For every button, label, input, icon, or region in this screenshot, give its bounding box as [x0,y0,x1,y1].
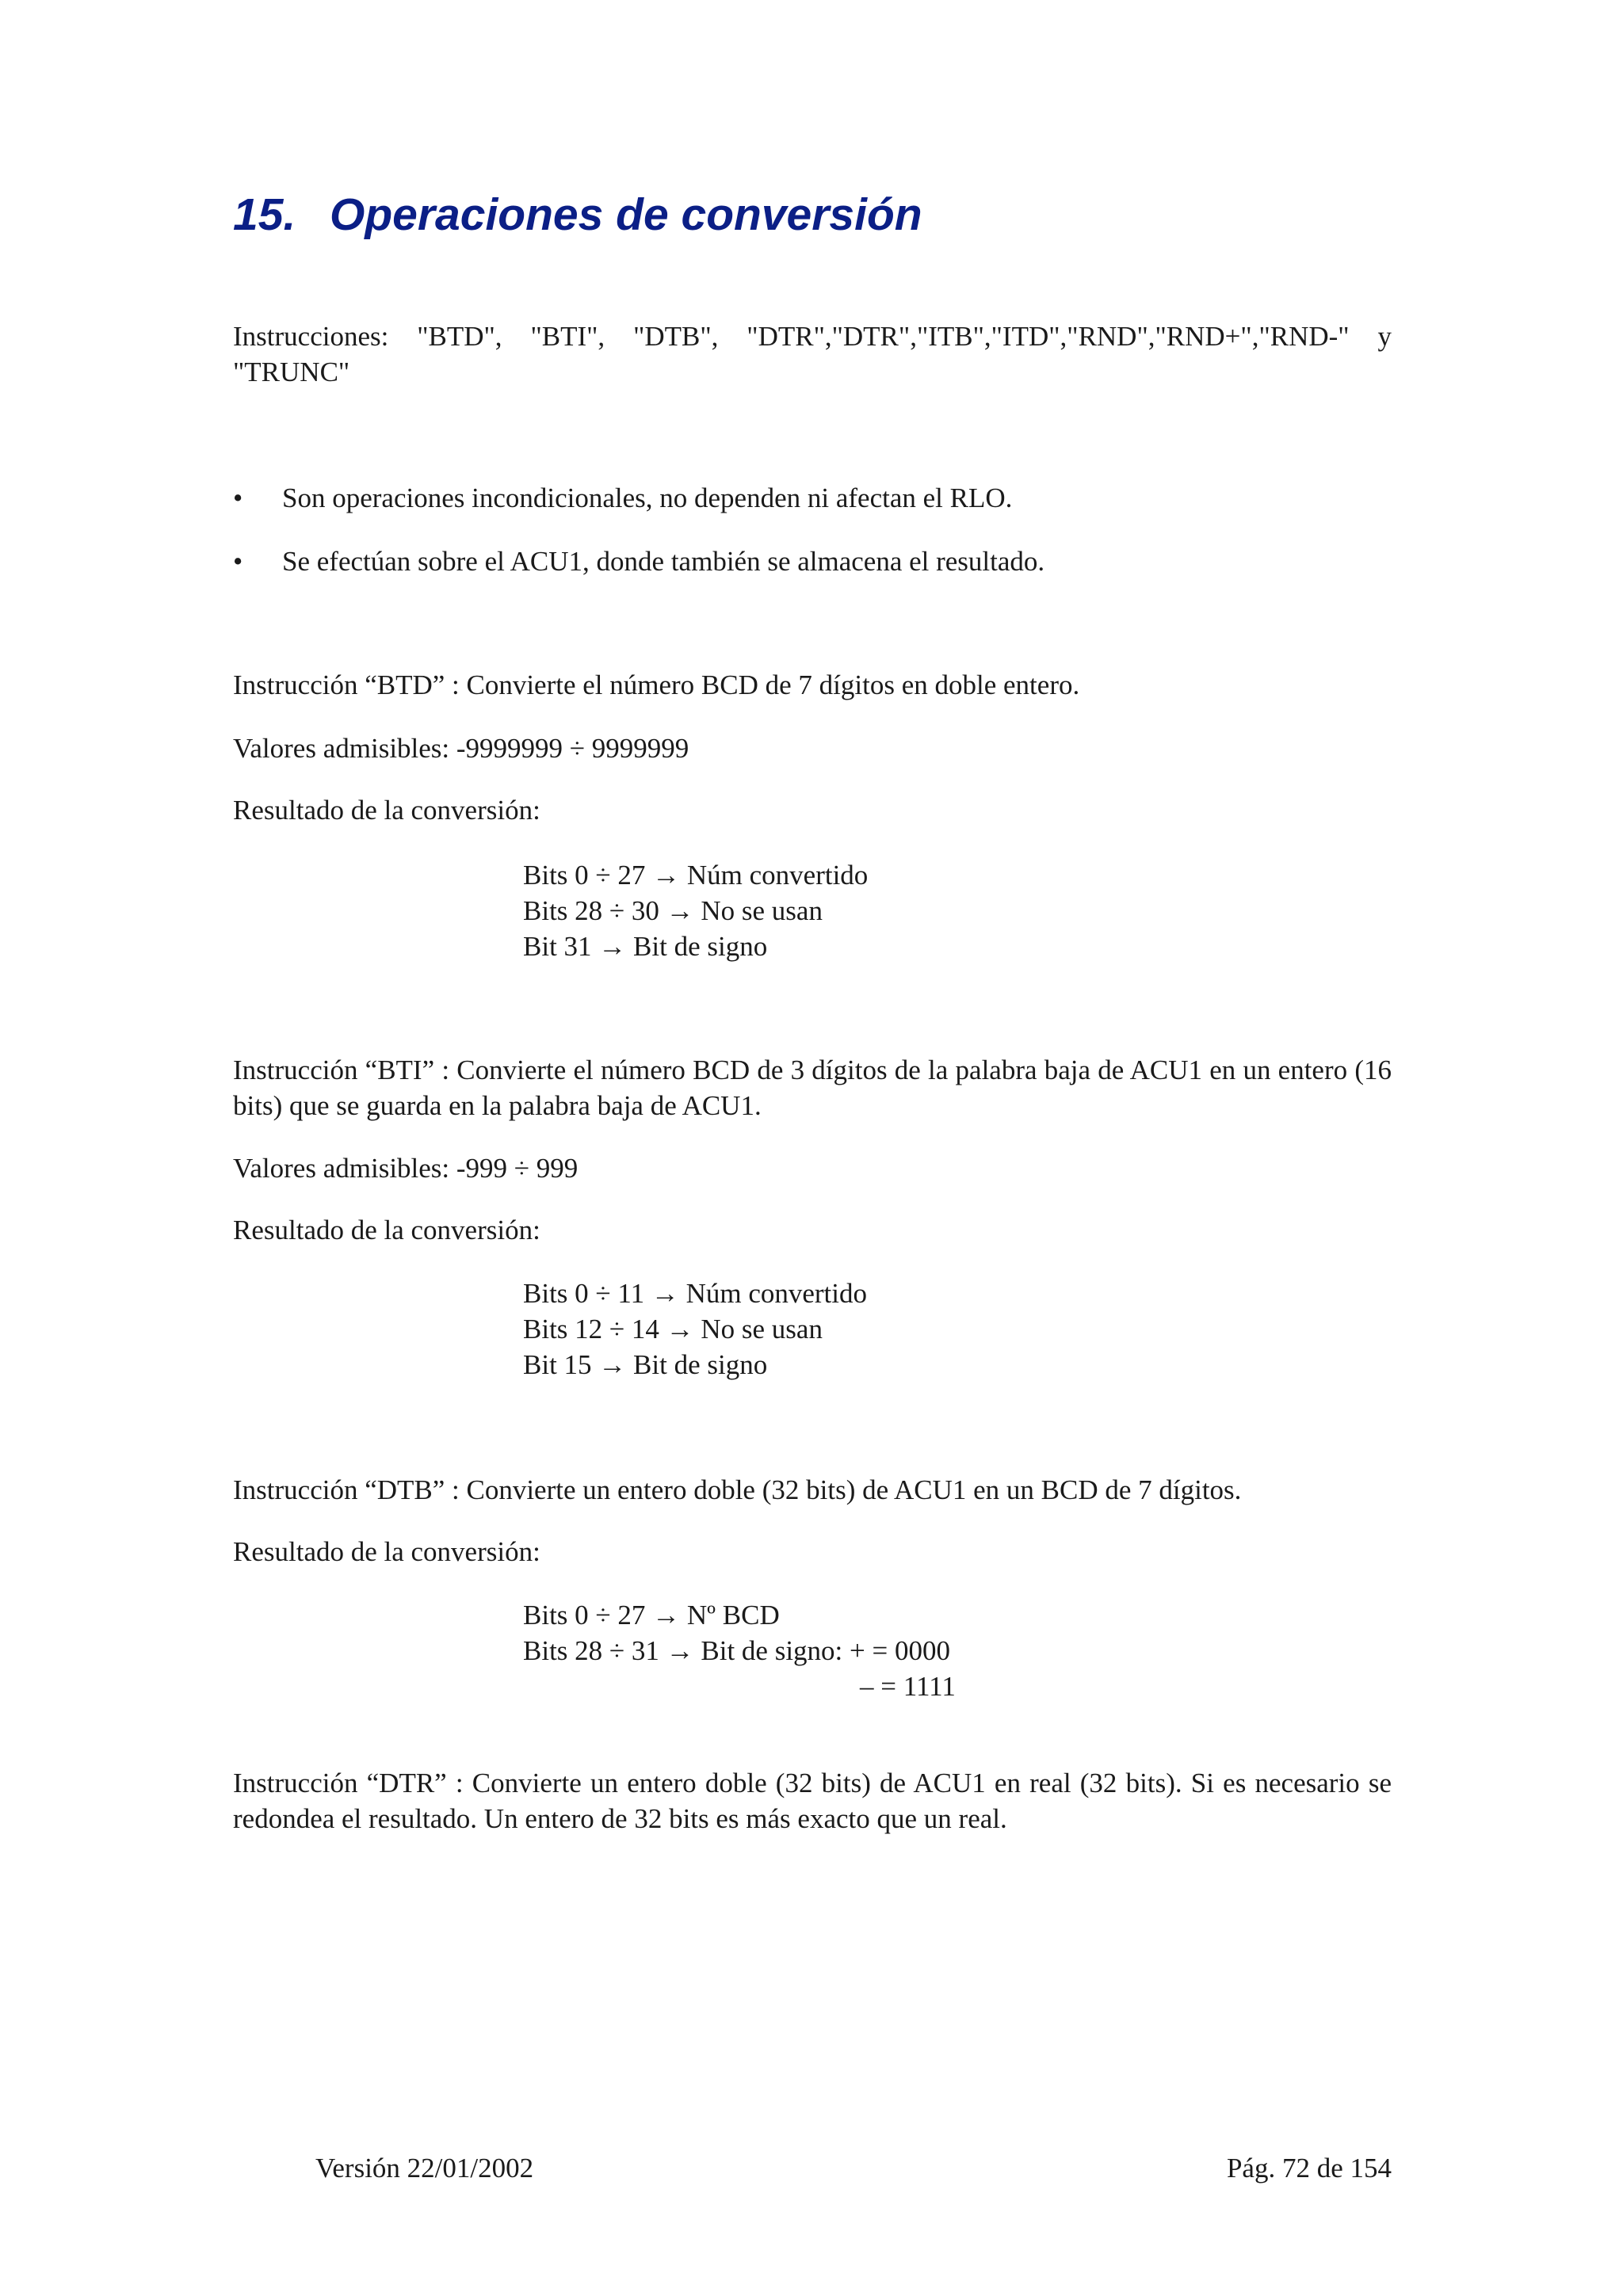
bullet-icon: • [233,546,243,577]
instructions-intro: Instrucciones: "BTD", "BTI", "DTB", "DTR","DTR","ITB","ITD","RND","RND+","RND-" y "TRUNC" [233,321,1392,387]
dtb-description: Instrucción “DTB” : Convierte un entero doble (32 bits) de ACU1 en un BCD de 7 dígitos. [233,1474,1242,1505]
dtb-bits-list [523,1597,956,1704]
bits-line: Bit 15 → Bit de signo [523,1349,768,1380]
bits-line: Bits 0 ÷ 27 → Núm convertido [523,860,869,891]
bti-valores: Valores admisibles: -999 ÷ 999 [233,1153,579,1184]
bti-bits-list [523,1276,867,1383]
btd-resultado-label: Resultado de la conversión: [233,795,540,826]
bits-line-continued: – = 1111 [860,1671,956,1702]
btd-description: Instrucción “BTD” : Convierte el número BCD de 7 dígitos en doble entero. [233,669,1080,700]
btd-bits-list [523,857,868,964]
dtr-description: Instrucción “DTR” : Convierte un entero doble (32 bits) de ACU1 en real (32 bits). Si es necesario se redondea el resultado. Un entero de 32 bits es más exacto que un real. [233,1768,1392,1834]
bits-line: Bits 0 ÷ 27 → Nº BCD [523,1600,780,1630]
bits-line: Bits 28 ÷ 30 → No se usan [523,895,823,926]
section-title: Operaciones de conversión [330,189,922,240]
footer-page-number: Pág. 72 de 154 [1226,2153,1392,2183]
section-number: 15. [233,189,296,240]
footer-version: Versión 22/01/2002 [315,2153,534,2183]
bits-line: Bits 12 ÷ 14 → No se usan [523,1314,823,1344]
bti-resultado-label: Resultado de la conversión: [233,1215,540,1245]
section-heading [233,189,922,241]
bullet-icon: • [233,482,243,513]
bits-line: Bit 31 → Bit de signo [523,931,768,962]
document-page: 15. Operaciones de conversión Instrucciones: "BTD", "BTI", "DTB", "DTR","DTR","ITB","ITD","RND","RND+","RND-" y "TRUNC" • Son operaciones incondicionales, no dependen ni afectan el RLO. • Se efectúan sobre el ACU1, donde también se almacena el resultado. Instrucción “BTD” : Convierte el número BCD de 7 dígitos en doble entero. Valores admisibles: -9999999 ÷ 9999999 Resultado de la conversión: Bits 0 ÷ 27 → Núm convertido Bits 28 ÷ 30 → No se usan Bit 31 → Bit de signo Instrucción “BTI” : Convierte el número BCD de 3 dígitos de la palabra baja de ACU1 en un entero (16 bits) que se guarda en la palabra baja de ACU1. Valores admisibles: -999 ÷ 999 Resultado de la conversión: Bits 0 ÷ 11 → Núm convertido Bits 12 ÷ 14 → No se usan Bit 15 → Bit de signo Instrucción “DTB” : Convierte un entero doble (32 bits) de ACU1 en un BCD de 7 dígitos. Resultado de la conversión: Bits 0 ÷ 27 → Nº BCD Bits 28 ÷ 31 → Bit de signo: + = 0000 – = 1111 Instrucción “DTR” : Convierte un entero doble (32 bits) de ACU1 en real (32 bits). Si es necesario se redondea el resultado. Un entero de 32 bits es más exacto que un real. Versión 22/01/2002 Pág. 72 de 154 [0,0,1623,2296]
dtb-resultado-label: Resultado de la conversión: [233,1536,540,1567]
bti-description: Instrucción “BTI” : Convierte el número BCD de 3 dígitos de la palabra baja de ACU1 en un entero (16 bits) que se guarda en la palabra baja de ACU1. [233,1055,1392,1121]
bits-line: Bits 28 ÷ 31 → Bit de signo: + = 0000 [523,1635,950,1666]
bits-line: Bits 0 ÷ 11 → Núm convertido [523,1278,867,1309]
btd-valores: Valores admisibles: -9999999 ÷ 9999999 [233,733,689,764]
